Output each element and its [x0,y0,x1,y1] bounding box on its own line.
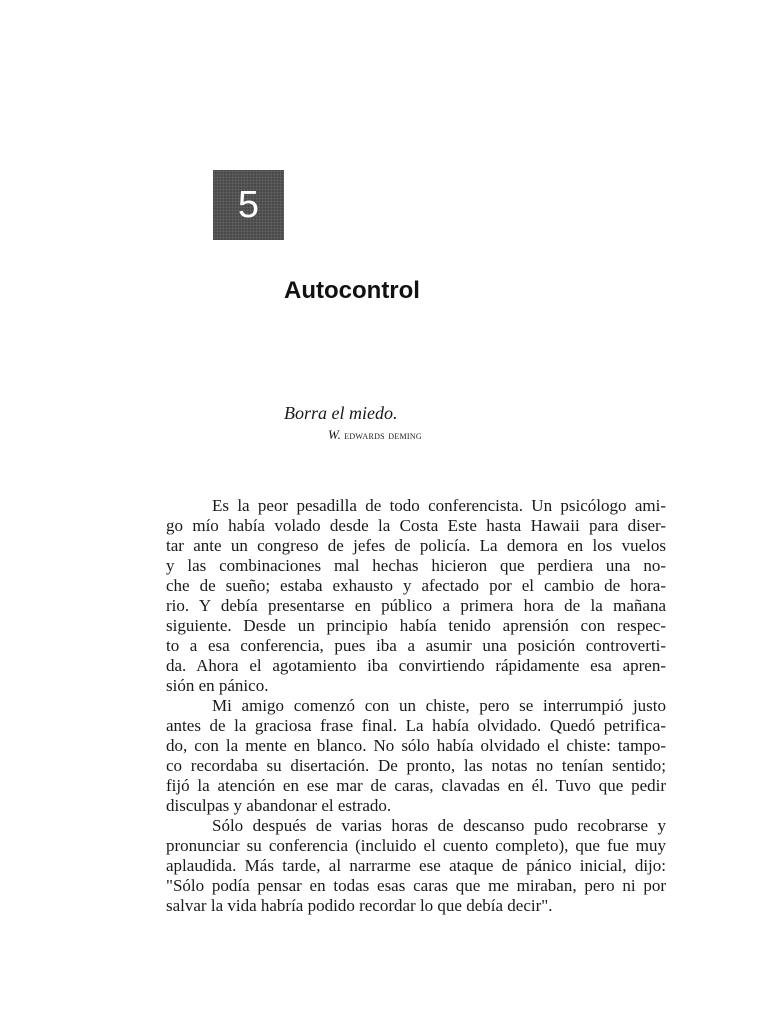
paragraph-line: tar ante un congreso de jefes de policía. La demora en los vuelos [166,536,666,555]
paragraph-line: salvar la vida habría podido recordar lo que debía decir". [166,896,553,915]
chapter-number: 5 [237,184,260,226]
paragraph-line: do, con la mente en blanco. No sólo había olvidado el chiste: tampo- [166,736,666,755]
paragraph-line: Mi amigo comenzó con un chiste, pero se interrumpió justo [212,696,666,715]
paragraph-line: sión en pánico. [166,676,269,695]
paragraph-line: "Sólo podía pensar en todas esas caras que me miraban, pero ni por [166,876,666,895]
paragraph-line: siguiente. Desde un principio había tenido aprensión con respec- [166,616,666,635]
epigraph-author-name: edwards deming [344,428,423,442]
paragraph-line: aplaudida. Más tarde, al narrarme ese ataque de pánico inicial, dijo: [166,856,666,875]
epigraph-author-initial: W. [328,427,341,442]
epigraph-quote: Borra el miedo. [284,403,398,423]
paragraph-line: pronunciar su conferencia (incluido el cuento completo), que fue muy [166,836,666,855]
chapter-title: Autocontrol [284,277,420,304]
body-text [166,496,666,916]
paragraph-line: go mío había volado desde la Costa Este hasta Hawaii para diser- [166,516,666,535]
paragraph-1 [166,496,666,696]
paragraph-line: rio. Y debía presentarse en público a primera hora de la mañana [166,596,666,615]
paragraph-line: da. Ahora el agotamiento iba convirtiendo rápidamente esa apren- [166,656,666,675]
paragraph-line: che de sueño; estaba exhausto y afectado por el cambio de hora- [166,576,666,595]
paragraph-line: fijó la atención en ese mar de caras, clavadas en él. Tuvo que pedir [166,776,666,795]
paragraph-line: disculpas y abandonar el estrado. [166,796,392,815]
paragraph-line: to a esa conferencia, pues iba a asumir una posición controverti- [166,636,666,655]
paragraph-2 [166,696,666,816]
paragraph-line: antes de la graciosa frase final. La había olvidado. Quedó petrifica- [166,716,666,735]
paragraph-line: Es la peor pesadilla de todo conferencista. Un psicólogo ami- [212,496,666,515]
paragraph-line: co recordaba su disertación. De pronto, las notas no tenían sentido; [166,756,666,775]
paragraph-3 [166,816,666,916]
chapter-number-box [213,170,284,240]
epigraph-author [328,427,422,443]
paragraph-line: y las combinaciones mal hechas hicieron que perdiera una no- [166,556,666,575]
paragraph-line: Sólo después de varias horas de descanso pudo recobrarse y [212,816,666,835]
